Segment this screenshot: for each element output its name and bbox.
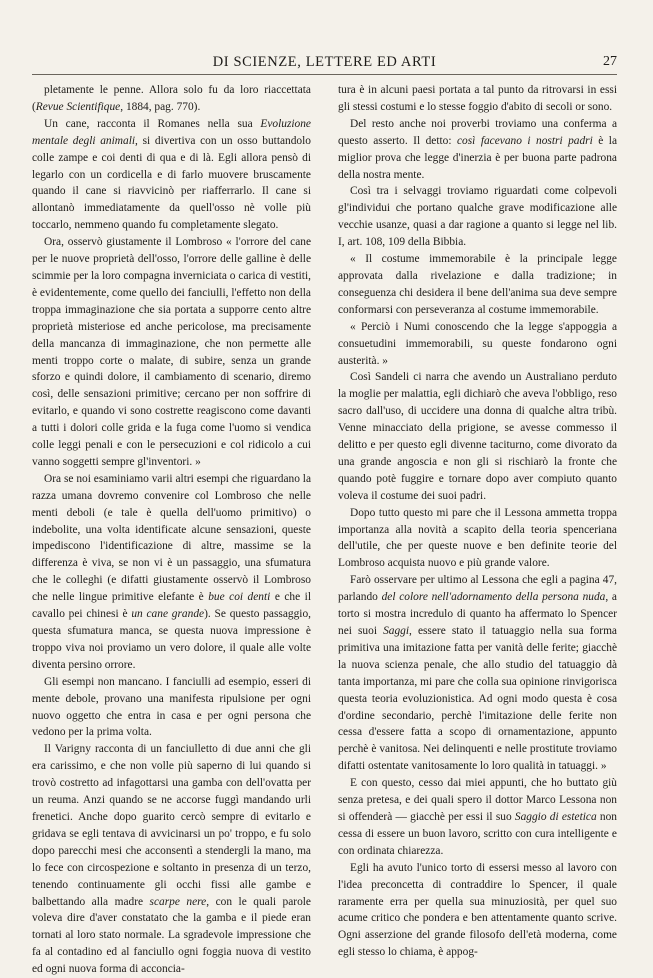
paragraph-text: « Perciò i Numi conoscendo che la legge s'appoggia a consuetudini immemorabili, su queste fondarono ogni austerità. » [338,320,617,367]
italic-text: scarpe nere [149,895,207,908]
paragraph-text: Gli esempi non mancano. I fanciulli ad esempio, esseri di mente debole, provano una manifesta ripulsione per ogni nuovo oggetto che entra in casa e per ogni persona che vedono per la prima volta. [32,675,311,739]
paragraph [338,116,617,184]
page-header [32,54,617,72]
header-rule [32,74,617,75]
text-columns [32,82,617,976]
paragraph [338,572,617,775]
paragraph-text: Dopo tutto questo mi pare che il Lessona ammetta troppa importanza alla novità a scapito della teoria spenceriana dell'utile, che per queste nuove e ben definite teorie del Lombroso acquista nuovo e più grande valore. [338,506,617,570]
italic-text: Revue Scientifique [35,100,121,113]
paragraph-text: e che il cavallo pei chinesi è [32,591,311,621]
paragraph-text: non cessa di essere un buon lavoro, scritto con cura intelligente e con ordinata chiarezza. [338,810,617,857]
paragraph [338,183,617,251]
paragraph-text: Del resto anche noi proverbi troviamo una conferma a questo asserto. Il detto: [338,117,617,147]
paragraph-text: Ora se noi esaminiamo varii altri esempi che riguardano la razza umana dovremo convenire col Lombroso che nelle menti deboli (e tale è quella dell'uomo primitivo) o indebolite, una volta identificate alcune sensazioni, queste impediscono l'identificazione di altre, massime se la differenza è viva, se non vi è un passaggio, una sfumatura che le colleghi (e difatti giustamente osservò il Lombroso che nelle lingue primitive elefante è [32,472,311,604]
paragraph [338,505,617,573]
paragraph-text: Così tra i selvaggi troviamo riguardati come colpevoli gl'individui che portano qualche grave modificazione alle vecchie usanze, quasi a dar ragione a quanto si legge nel lib. I, art. 108, 109 della Bibbia. [338,185,617,249]
paragraph-text: Egli ha avuto l'unico torto di essersi messo al lavoro con l'idea preconcetta di contraddire lo Spencer, il quale raramente erra per quella sua minuziosità, per quel suo acume critico che pondera e ben attentamente quanto scrive. Ogni asserzione del grande filosofo dell'età moderna, come egli stesso lo chiama, è appog- [338,861,617,959]
paragraph-text: Un cane, racconta il Romanes nella sua [44,117,261,130]
paragraph-text: , a torto si mostra incredulo di quanto ha affermato lo Spencer nei suoi [338,591,617,637]
paragraph-text: , si divertiva con un osso buttandolo colle zampe e coi denti di qua e di là. Egli allora pensò di legarlo con un cordicella e di farlo muovere bruscamente quando il cane si riavvicinò per riafferrarlo. Il cane si allontanò immediatamente da quell'osso nè volle più toccarlo, nemmeno quando fu completamente slegato. [32,134,311,232]
italic-text: Saggi [383,625,410,637]
paragraph-text: Ora, osservò giustamente il Lombroso « l'orrore del cane per le nuove proprietà dell'osso, l'orrore delle galline è delle scimmie per la loro compagna inverniciata o carica di vestiti, è evidentemente, come quello dei fanciulli, l'effetto non della troppa immaginazione che sia portata a supporre cento altre proprietà misteriose ed anche pericolose, ma precisamente della mancanza di immaginazione, che non permette alle menti troppo corte o malate, di subire, senza un grande sforzo e quindi dolore, il cambiamento di scenario, diremo così, delle sensazioni primitive; cercano per non soffrire di evitarlo, e quando vi sono costrette reagiscono come davanti a tutti i dolori colle grida e la fuga come l'uomo si vendica colle leggi penali e con le persecuzioni e col ridicolo a cui vanno soggetti sempre gl'inventori. » [32,236,311,468]
paragraph [338,860,617,961]
paragraph [338,82,617,116]
paragraph-text: , 1884, pag. 770). [120,100,201,113]
paragraph [32,674,311,742]
italic-text: del colore nell'adornamento della persona nuda [381,591,606,604]
paragraph-text: « Il costume immemorabile è la principale legge approvata dalla rivelazione e dalla tradizione; in conseguenza chi desidera il bene dell'anima sua deve sempre conformarsi con perseveranza al costume immemorabile. [338,253,617,316]
paragraph-text: Il Varigny racconta di un fanciulletto di due anni che gli era carissimo, e che non volle più saperno di lui quando si trovò costretto ad infagottarsi una gamba con dell'ovatta per un reuma. Anzi quando se ne accorse fuggì mandando urli frenetici. Anche dopo guarito cercò sempre di evitarlo e gridava se egli tentava di avvicinarsi un po' troppo, e fu solo dopo parecchi mesi che acconsentì a stendergli la mano, ma lo fece con circospezione e soltanto in presenza di un terzo, tenendo continuamente gli occhi fissi alle gambe e balbettando alla madre [32,743,311,908]
paragraph-text: tura è in alcuni paesi portata a tal punto da ritrovarsi in essi gli stessi costumi e lo stesse foggio d'abito di secoli or sono. [338,84,617,113]
left-column [32,82,312,976]
paragraph-text: E con questo, cesso dai miei appunti, che ho buttato giù senza pretesa, e dei quali spero il dottor Marco Lessona non si offenderà — giacchè per essi il suo [338,777,617,823]
page-number: 27 [603,54,617,69]
paragraph-text: è la miglior prova che legge d'inerzia è per buona parte padrona della nostra mente. [338,134,617,181]
running-title: DI SCIENZE, LETTERE ED ARTI [212,54,437,70]
italic-text: bue coi denti [208,591,271,604]
italic-text: un cane grande [131,608,205,621]
paragraph-text: , essere stato il tatuaggio nella sua forma primitiva una imitazione fatta per vanità delle ferite; giacchè la nuova scienza penale, che allo studio del tatuaggio dà tanta importanza, mi pare che colla sua opinione rinvigorisca questa teoria evoluzionistica. Ad ogni modo questa è cosa d'ordine secondario, perchè l'imitazione delle ferite non cessa d'essere fatta a scopo di ornamentazione, appunto perchè è vanitosa. Nei delinquenti e nelle prostitute troviamo difatti ostentate vanitosamente lo loro qualità in tatuaggi. » [338,625,617,773]
paragraph-text: , con le quali parole voleva dire d'aver constatato che la gamba e il piede eran tornati al loro stato normale. La sgradevole impressione che fa al contadino ed al fanciullo ogni foggia nuova di vestito ed ogni nuova forma di acconcia- [32,895,311,976]
paragraph [32,741,311,978]
paragraph [32,116,311,234]
paragraph-text: ). Se questo passaggio, questa sfumatura manca, se questa nuova impressione è troppo viva noi proviamo un vero dolore, il quale alle volte diventa persino orrore. [32,608,312,671]
paragraph [32,234,311,471]
paragraph [338,319,617,370]
paragraph [32,82,311,116]
italic-text: così facevano i nostri padri [457,134,593,147]
paragraph-text: pletamente le penne. Allora solo fu da loro riaccettata ( [32,84,311,113]
italic-text: Evoluzione mentale degli animali [32,117,311,147]
paragraph-text: Così Sandeli ci narra che avendo un Australiano perduto la moglie per malattia, egli dichiarò che aveva l'obbligo, reso sacro dall'uso, di uccidere una donna di qualche altra tribù. Venne minacciato della prigione, se avesse commesso il delitto e per questo egli divenne taciturno, come divorato da una grande angoscia e non gli si rischiarò la fronte che quando potè fuggire e tornare dopo aver compiuto quanto voleva il costume dei suoi padri. [338,371,617,502]
paragraph [338,369,617,504]
right-column [338,82,617,959]
paragraph [338,775,617,860]
italic-text: Saggio di estetica [514,810,597,823]
paragraph [338,251,617,319]
paragraph [32,471,311,674]
paragraph-text: Farò osservare per ultimo al Lessona che egli a pagina 47, parlando [338,574,617,604]
